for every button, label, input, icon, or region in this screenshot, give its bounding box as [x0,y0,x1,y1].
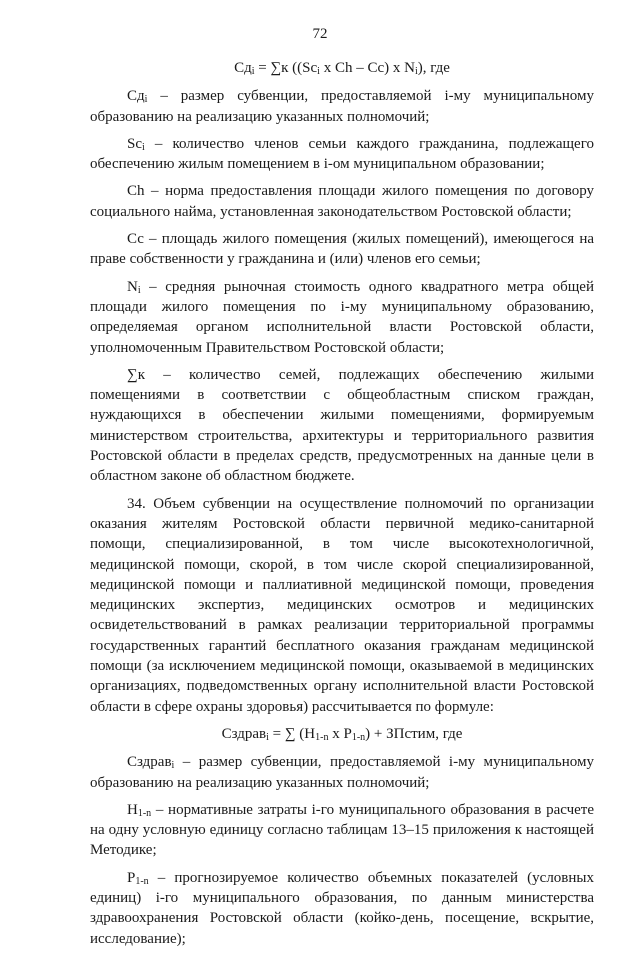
definition-n: $N_i$ – средняя рыночная стоимость одного квадратного метра общей площади жилого помещения по i-му муниципальному образованию, определяемая органом исполнительной власти Ростовской области, уполномоченным Правительством Ростовской области; [90,278,594,356]
document-body [90,58,594,956]
definition-szdrav: Сздрав$_i$ – размер субвенции, предоставляемой i-му муниципальному образованию на реализацию указанных полномочий; [90,754,594,791]
definition-sum-k: ∑к – количество семей, подлежащих обеспечению жилыми помещениями в соответствии с общеобластным списком граждан, нуждающихся в обеспечении жилыми помещениями, формируемым министерством строительства, архитектуры и территориального развития Ростовской области в пределах средств, предусмотренных на данные цели в областном законе об областном бюджете. [90,366,594,485]
formula-subsidy-health: Сздрав$_i$ = ∑ ($Н_{1-n}$ x $Р_{1-n}$) + ЗПстим, где [221,725,463,743]
definition-sd: $Сд_i$ – размер субвенции, предоставляемой i-му муниципальному образованию на реализацию указанных полномочий; [90,88,594,125]
formula-subsidy-housing: $Сд_i = \sum к$ (($Sc_i$ x Ch – Cc) x $N_i$), где [234,60,450,77]
paragraph-34: 34. Объем субвенции на осуществление полномочий по организации оказания жителям Ростовской области первичной медико-санитарной помощи, специализированной, в том числе высокотехнологичной, медицинской помощи, скорой, в том числе скорой специализированной, медицинской помощи и паллиативной медицинской помощи, проведения медицинских экспертиз, медицинских осмотров и медицинских освидетельствований в рамках реализации территориальной программы государственных гарантий бесплатного оказания гражданам медицинской помощи (за исключением медицинской помощи, оказываемой в медицинских организациях, подведомственных органу исполнительной власти Ростовской области в сфере охраны здоровья) рассчитывается по формуле: [90,495,594,715]
page-number: 72 [312,26,328,42]
definition-p: $Р_{1-n}$ – прогнозируемое количество объемных показателей (условных единиц) i-го муниципального образования, по данным министерства здравоохранения Ростовской области (койко-день, посещение, вскрытие, исследование); [90,869,594,947]
definition-ch: Ch – норма предоставления площади жилого помещения по договору социального найма, установленная законодательством Ростовской области; [90,183,594,220]
definition-h: $Н_{1-n}$ – нормативные затраты i-го муниципального образования в расчете на одну условную единицу согласно таблицам 13–15 приложения к настоящей Методике; [90,801,594,859]
definition-cc: Сс – площадь жилого помещения (жилых помещений), имеющегося на праве собственности у гражданина и (или) членов его семьи; [90,231,594,268]
definition-sc: $Sc_i$ – количество членов семьи каждого гражданина, подлежащего обеспечению жилым помещением в i-ом муниципальном образовании; [90,135,594,173]
